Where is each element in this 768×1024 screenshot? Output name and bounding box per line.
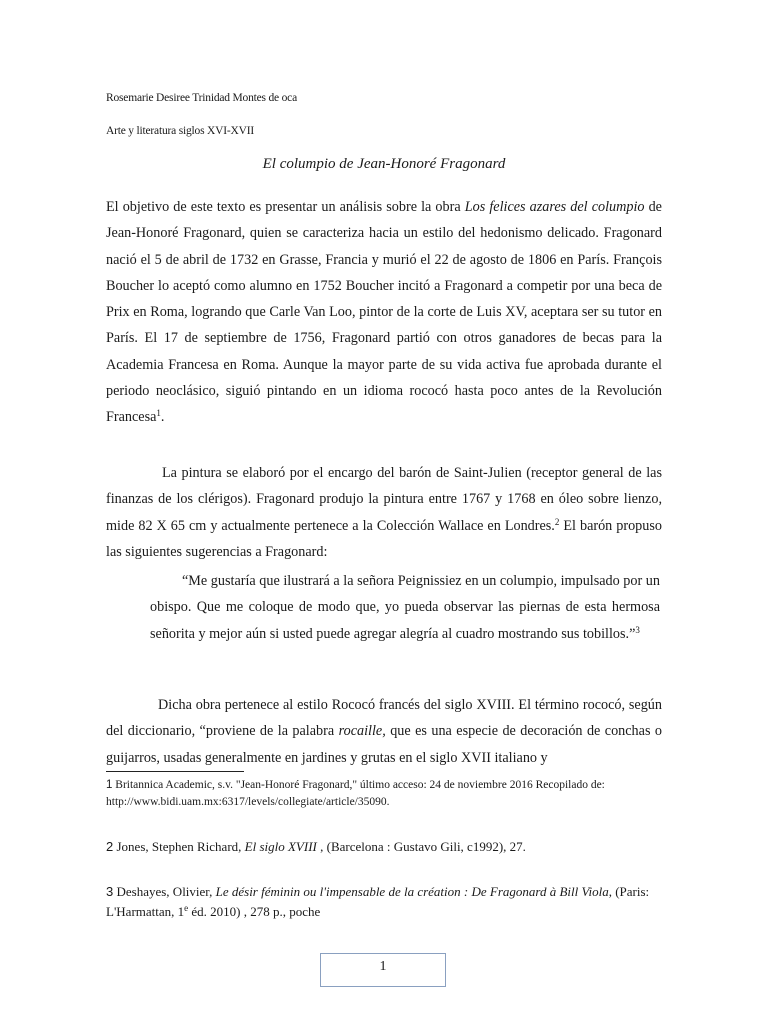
footnote-ref-2[interactable]: 2 [554, 516, 560, 527]
course-name: Arte y literatura siglos XVI-XVII [106, 125, 254, 137]
footnote-2-text-a: Jones, Stephen Richard, [113, 839, 245, 854]
footnote-3-number: 3 [106, 884, 114, 899]
block-quote-text: “Me gustaría que ilustrará a la señora Peignissiez en un columpio, impulsado por un obispo. Que me coloque de modo que, yo pueda observar las piernas de esta hermosa señorita y mejor aún si usted puede agregar alegría al cuadro mostrando sus tobillos.” [150, 573, 660, 642]
paragraph-commission [106, 460, 662, 565]
footnote-separator [106, 771, 244, 772]
author-name: Rosemarie Desiree Trinidad Montes de oca [106, 92, 297, 104]
footnote-2-text-b: , (Barcelona : Gustavo Gili, c1992), 27. [316, 839, 526, 854]
rocaille-italic: rocaille, [338, 723, 386, 740]
footnote-3-text-a: Deshayes, Olivier, [113, 884, 216, 899]
paragraph-rococo-text-a: Dicha obra pertenece al estilo Rococó francés del siglo XVIII. El término rococó, según del diccionario, “proviene de la palabra [106, 697, 662, 740]
paragraph-commission-text-a: La pintura se elaboró por el encargo del barón de Saint-Julien (receptor general de las finanzas de los clérigos). Fragonard produjo la pintura entre 1767 y 1768 en óleo sobre lienzo, mide 82 X 65 cm y actualmente pertenece a la Colección Wallace en Londres. [106, 465, 662, 534]
paragraph-intro-text-a: El objetivo de este texto es presentar un análisis sobre la obra [106, 199, 465, 215]
artwork-title-italic: Los felices azares del columpio [464, 199, 645, 215]
paragraph-rococo [106, 692, 662, 770]
footnote-ref-3[interactable]: 3 [635, 624, 640, 635]
footnote-1 [106, 777, 666, 811]
page-number: 1 [320, 953, 446, 987]
footnote-2-number: 2 [106, 839, 114, 854]
block-quote [150, 568, 660, 647]
document-title: El columpio de Jean-Honoré Fragonard [262, 156, 506, 172]
paragraph-intro-text-b: de Jean-Honoré Fragonard, quien se caracteriza hacia un estilo del hedonismo delicado. Fragonard nació el 5 de abril de 1732 en Grasse, Francia y murió el 22 de agosto de 1806 en París. François Boucher lo aceptó como alumno en 1752 Boucher incitó a Fragonard a competir por una beca de Prix en Roma, logrando que Carle Van Loo, pintor de la corte de Luis XV, aceptara ser su tutor en París. El 17 de septiembre de 1756, Fragonard partió con otros ganadores de becas para la Academia Francesa en Roma. Aunque la mayor parte de su vida activa fue aprobada durante el periodo neoclásico, siguió pintando en un idioma rococó hasta poco antes de la Revolución Francesa [106, 199, 662, 426]
paragraph-intro [106, 194, 662, 431]
paragraph-intro-end: . [160, 409, 165, 426]
footnote-1-text: Britannica Academic, s.v. "Jean-Honoré Fragonard," último acceso: 24 de noviembre 2016 Recopilado de: http://www.bidi.uam.mx:6317/levels/collegiate/article/35090. [106, 779, 605, 808]
footnote-3-text-b: , (Paris: L'Harmattan, 1 [106, 884, 650, 919]
footnote-3-edition-sup: e [184, 903, 189, 913]
footnote-ref-1[interactable]: 1 [156, 408, 161, 419]
footnote-3 [106, 882, 666, 922]
footnote-1-number: 1 [106, 779, 113, 791]
footnote-3-title: Le désir féminin ou l'impensable de la création : De Fragonard à Bill Viola [215, 884, 609, 899]
footnote-2 [106, 838, 666, 855]
paragraph-rococo-text-b: que es una especie de decoración de conchas o guijarros, usadas generalmente en jardines y grutas en el siglo XVII italiano y [106, 723, 662, 766]
paragraph-commission-text-b: El barón propuso las siguientes sugerencias a Fragonard: [106, 517, 662, 560]
footnote-3-text-c: éd. 2010) , 278 p., poche [188, 904, 321, 919]
footnote-2-title: El siglo XVIII [244, 839, 317, 854]
